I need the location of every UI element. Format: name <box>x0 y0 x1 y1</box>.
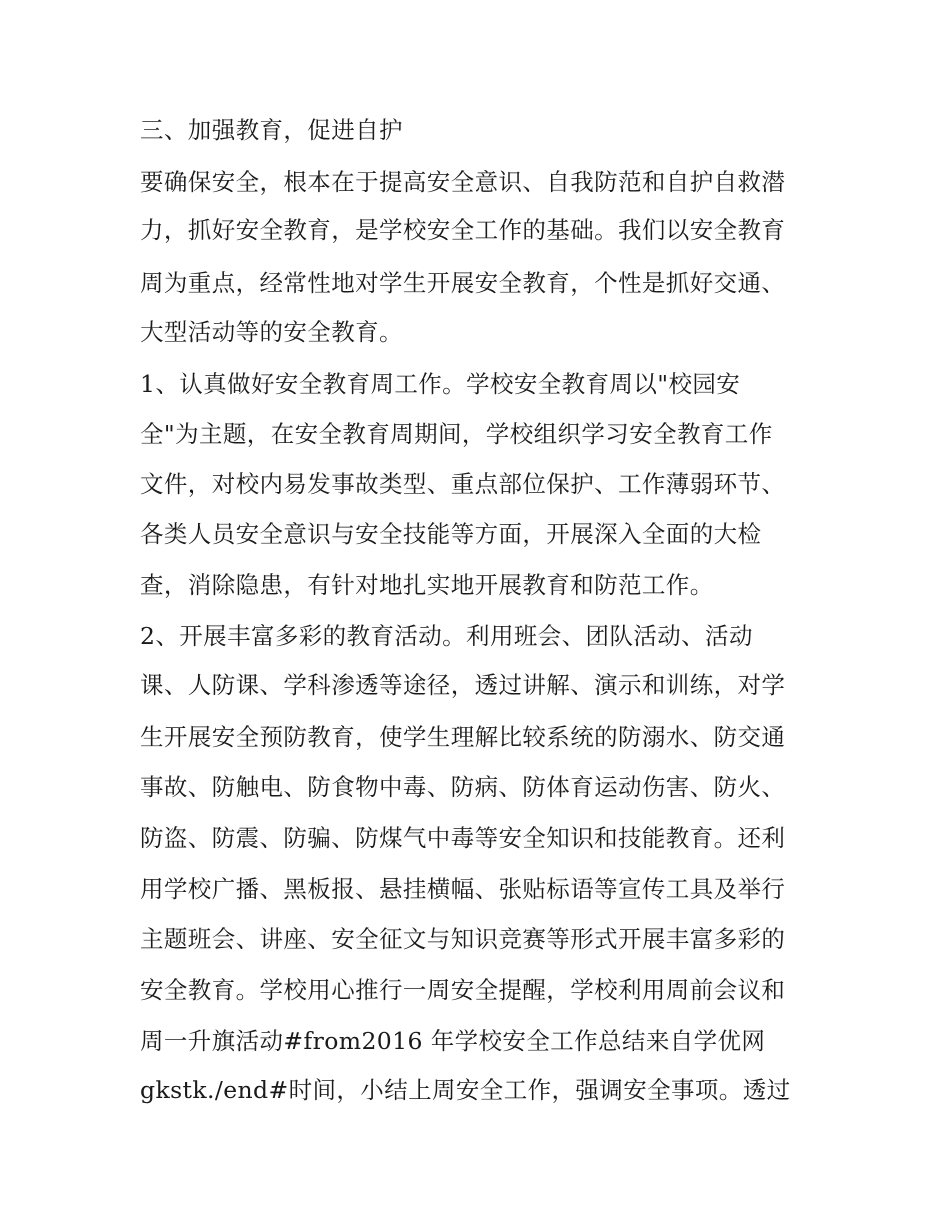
paragraph-line: 大型活动等的安全教育。 <box>140 318 403 346</box>
paragraph-line: 要确保安全，根本在于提高安全意识、自我防范和自护自救潜 <box>140 168 786 196</box>
list-item-line: 1、认真做好安全教育周工作。学校安全教育周以"校园安 <box>140 370 741 398</box>
list-item-line: 周一升旗活动#from2016 年学校安全工作总结来自学优网 <box>140 1027 766 1055</box>
list-item-line: 2、开展丰富多彩的教育活动。利用班会、团队活动、活动 <box>140 622 753 650</box>
list-item-line: 主题班会、讲座、安全征文与知识竞赛等形式开展丰富多彩的 <box>140 925 786 953</box>
list-item-line: 各类人员安全意识与安全技能等方面，开展深入全面的大检 <box>140 520 762 548</box>
list-item-line: 生开展安全预防教育，使学生理解比较系统的防溺水、防交通 <box>140 723 786 751</box>
list-item-line: 事故、防触电、防食物中毒、防病、防体育运动伤害、防火、 <box>140 773 786 801</box>
paragraph-line: 力，抓好安全教育，是学校安全工作的基础。我们以安全教育 <box>140 216 786 244</box>
list-item-line: 查，消除隐患，有针对地扎实地开展教育和防范工作。 <box>140 571 714 599</box>
list-item-line: 防盗、防震、防骗、防煤气中毒等安全知识和技能教育。还利 <box>140 824 786 852</box>
list-item-line: 全"为主题，在安全教育周期间，学校组织学习安全教育工作 <box>140 420 773 448</box>
list-item-line: 课、人防课、学科渗透等途径，透过讲解、演示和训练，对学 <box>140 671 786 699</box>
list-item-line: 安全教育。学校用心推行一周安全提醒，学校利用周前会议和 <box>140 976 786 1004</box>
section-heading: 三、加强教育，促进自护 <box>140 116 403 144</box>
paragraph-line: 周为重点，经常性地对学生开展安全教育，个性是抓好交通、 <box>140 269 786 297</box>
list-item-line: 文件，对校内易发事故类型、重点部位保护、工作薄弱环节、 <box>140 470 786 498</box>
list-item-line: 用学校广播、黑板报、悬挂横幅、张贴标语等宣传工具及举行 <box>140 875 786 903</box>
list-item-line: gkstk./end#时间，小结上周安全工作，强调安全事项。透过 <box>140 1076 791 1104</box>
